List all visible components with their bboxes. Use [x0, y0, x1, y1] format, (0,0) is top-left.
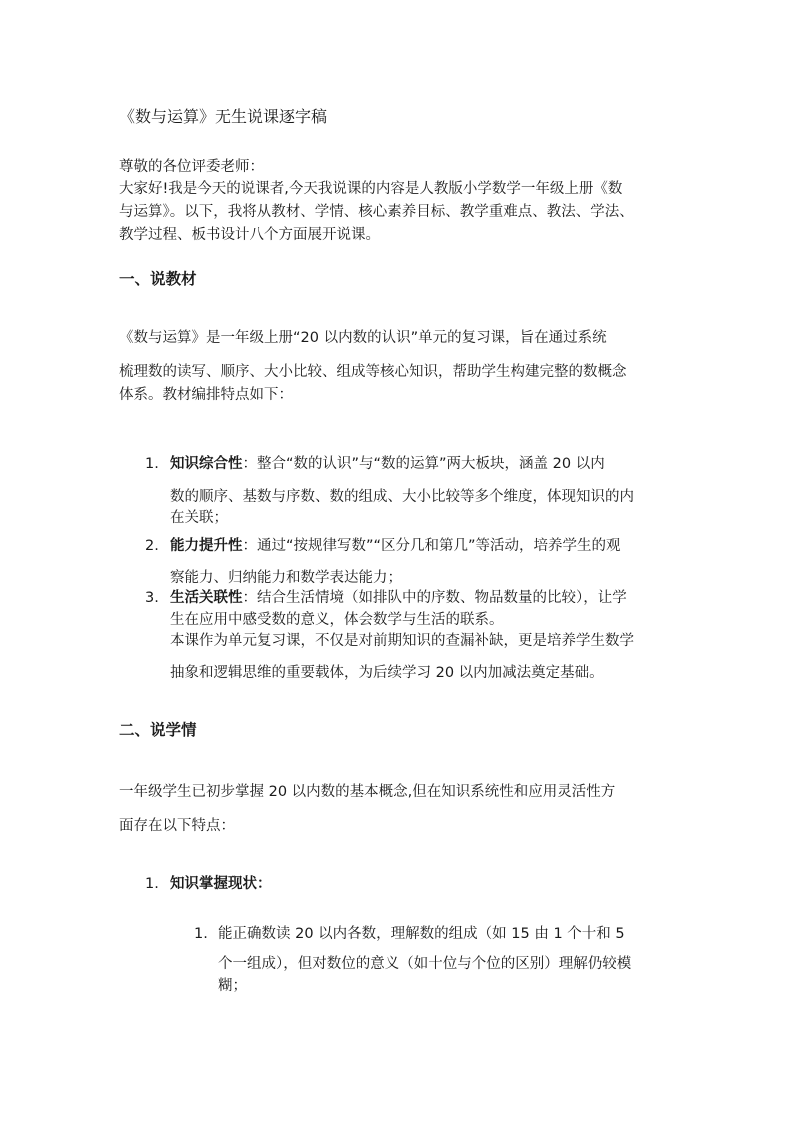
- list-number: 2.: [145, 538, 159, 554]
- list-item-label: 生活关联性: [170, 590, 243, 606]
- section-heading-textbook: 一、说教材: [119, 270, 197, 288]
- list-item-line: 生在应用中感受数的意义，体会数学与生活的联系。: [170, 612, 504, 628]
- sub-heading: 知识掌握现状：: [170, 876, 272, 892]
- list-number: 3.: [145, 590, 159, 606]
- list-item-line: 数的顺序、基数与序数、数的组成、大小比较等多个维度，体现知识的内: [170, 489, 634, 505]
- section2-para-line: 一年级学生已初步掌握 20 以内数的基本概念,但在知识系统性和应用灵活性方: [119, 784, 616, 800]
- closing-line: 抽象和逻辑思维的重要载体，为后续学习 20 以内加减法奠定基础。: [170, 665, 604, 681]
- list-item-first-line: [170, 537, 621, 555]
- section2-para-line: 面存在以下特点：: [119, 818, 235, 834]
- list-item-text: ：整合“数的认识”与“数的运算”两大板块，涵盖 20 以内: [242, 456, 605, 472]
- page-title: 《数与运算》无生说课逐字稿: [119, 107, 328, 126]
- list-item-first-line: [170, 589, 627, 607]
- list-item-label: 知识综合性: [170, 456, 243, 472]
- section1-para-line: 梳理数的读写、顺序、大小比较、组成等核心知识，帮助学生构建完整的数概念: [119, 364, 627, 380]
- list-item-text: ：结合生活情境（如排队中的序数、物品数量的比较），让学: [242, 590, 627, 606]
- list-item-text: ：通过“按规律写数”“区分几和第几”等活动，培养学生的观: [242, 538, 621, 554]
- section-heading-students: 二、说学情: [119, 721, 197, 739]
- list-number: 1.: [145, 876, 159, 892]
- intro-line: 与运算》。以下，我将从教材、学情、核心素养目标、教学重难点、教法、学法、: [119, 204, 634, 220]
- closing-line: 本课作为单元复习课，不仅是对前期知识的查漏补缺，更是培养学生数学: [170, 633, 634, 649]
- list-item-line: 察能力、归纳能力和数学表达能力；: [170, 570, 402, 586]
- section1-para-line: 体系。教材编排特点如下：: [119, 387, 293, 403]
- list-item-label: 能力提升性: [170, 538, 243, 554]
- section1-para-line: 《数与运算》是一年级上册“20 以内数的认识”单元的复习课，旨在通过系统: [119, 330, 607, 346]
- greeting: 尊敬的各位评委老师：: [119, 159, 264, 175]
- intro-line: 大家好!我是今天的说课者,今天我说课的内容是人教版小学数学一年级上册《数: [119, 181, 623, 197]
- nested-item-line: 个一组成），但对数位的意义（如十位与个位的区别）理解仍较模: [218, 956, 632, 972]
- list-number: 1.: [145, 456, 159, 472]
- intro-line: 教学过程、板书设计八个方面展开说课。: [119, 227, 380, 243]
- list-item-first-line: [170, 455, 605, 473]
- nested-item-line: 糊；: [218, 978, 247, 994]
- list-item-line: 在关联；: [170, 510, 228, 526]
- list-number: 1.: [194, 926, 208, 942]
- nested-item-line: 能正确数读 20 以内各数，理解数的组成（如 15 由 1 个十和 5: [218, 926, 625, 942]
